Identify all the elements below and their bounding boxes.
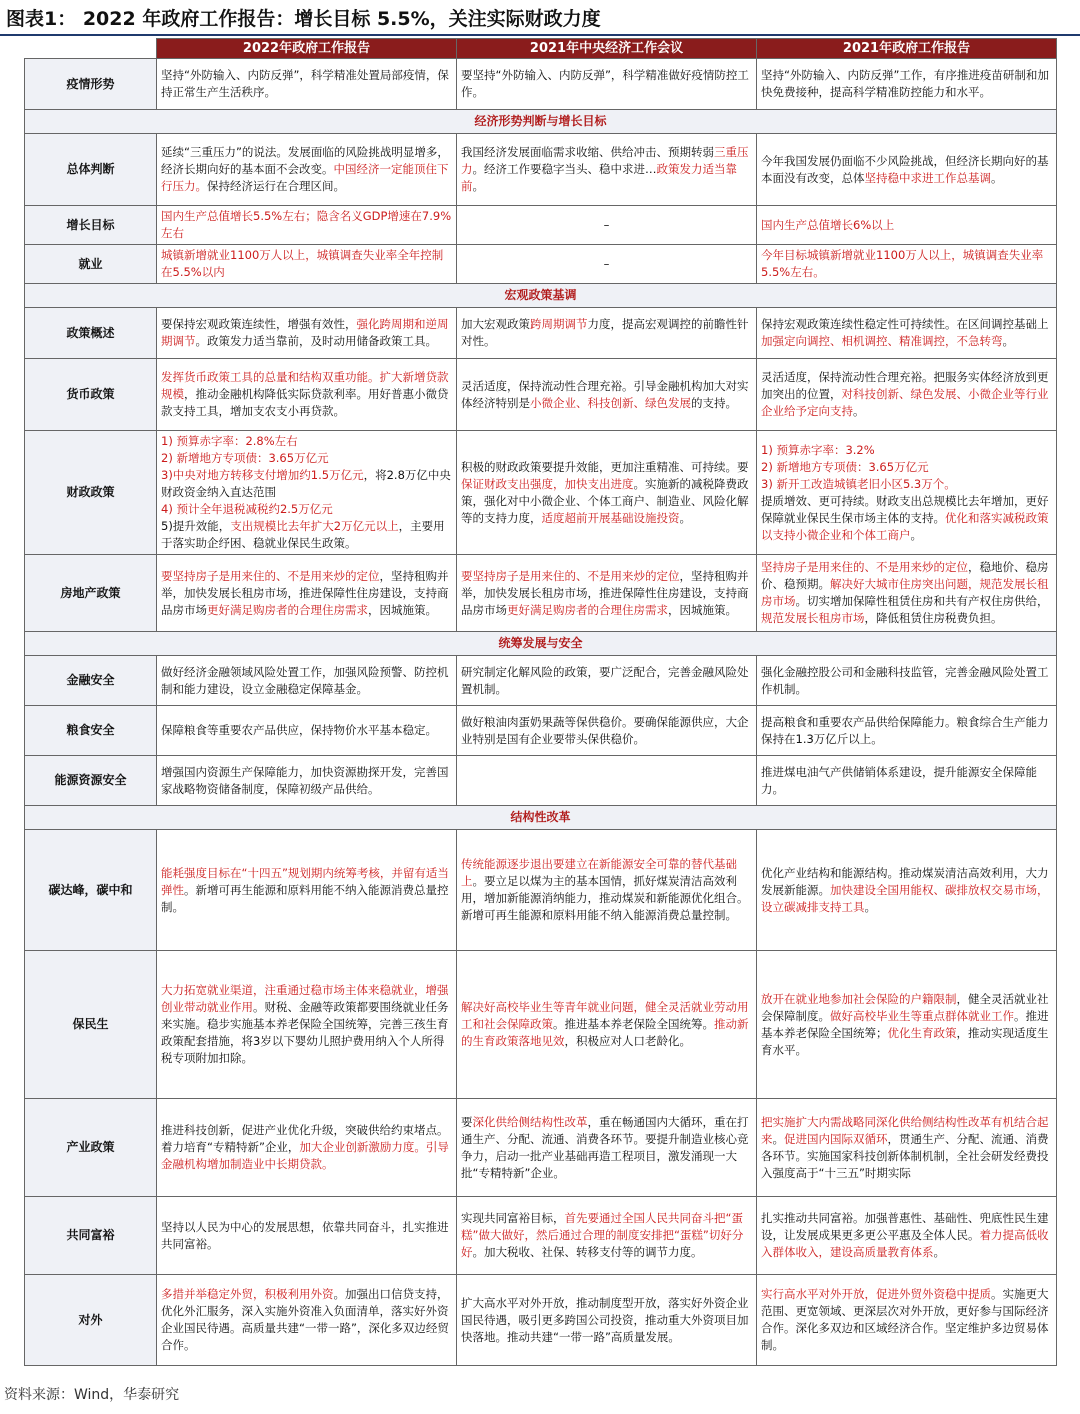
figure-title-bar (0, 0, 1080, 36)
highlighted-text: 更好满足购房者的合理住房需求 (507, 602, 668, 617)
table-cell (157, 308, 457, 359)
cell-text: ，贯通生产、分配、流通、消费各环节。实施国家科技创新体制机制，全社会研发经费投入强度高于“十三五”时期实际 (761, 1131, 1049, 1180)
cell-text: 我国经济发展面临需求收缩、供给冲击、预期转弱 (461, 145, 714, 159)
cell-text: 坚持“外防输入、内防反弹”工作，有序推进疫苗研制和加快免费接种，提高科学精准防控能力和水平。 (761, 68, 1049, 99)
table-row (25, 706, 1057, 756)
table-row (25, 756, 1057, 806)
cell-text: 做好粮油肉蛋奶果蔬等保供稳价。要确保能源供应，大企业特别是国有企业要带头保供稳价。 (461, 714, 749, 746)
cell-text: 扎实推动共同富裕。加强普惠性、基础性、兜底性民生建设，让发展成果更多更公平惠及全体人民。 (761, 1211, 1049, 1242)
table-cell (757, 830, 1057, 951)
row-label: 增长目标 (25, 206, 157, 245)
highlighted-text: 城镇新增就业1100万人以上，城镇调查失业率全年控制在5.5%以内 (161, 248, 444, 279)
cell-text: 。财税、金融等政策都要围绕就业任务来实施。稳步实施基本养老保险全国统筹，完善三孩生育政策配套措施，将3岁以下婴幼儿照护费用纳入个人所得税专项附加扣除。 (161, 1000, 449, 1065)
table-cell (757, 134, 1057, 206)
highlighted-text: 适度超前开展基础设施投资 (541, 510, 680, 525)
highlighted-text: 今年目标城镇新增就业1100万人以上，城镇调查失业率5.5%左右。 (761, 248, 1044, 279)
table-row (25, 830, 1057, 951)
table-cell (457, 134, 757, 206)
header-2022-report: 2022年政府工作报告 (157, 39, 457, 59)
highlighted-text: 把实施扩大内需战略同深化供给侧结构性改革有机结合起来 (761, 1114, 1049, 1146)
cell-text: 研究制定化解风险的政策，要广泛配合，完善金融风险处置机制。 (461, 664, 749, 696)
table-cell (457, 756, 757, 806)
highlighted-text: 传统能源逐步退出要建立在新能源安全可靠的替代基础上 (461, 857, 737, 888)
highlighted-text: 中国经济一定能顶住下行压力。 (161, 162, 449, 193)
cell-text: 。 (679, 510, 691, 525)
highlighted-text: 1) 预算赤字率：3.2% (761, 442, 875, 457)
cell-text: 。 (991, 170, 1003, 185)
section-heading: 经济形势判断与增长目标 (25, 110, 1057, 134)
cell-text: 加大宏观政策 (461, 317, 530, 331)
cell-text: 。切实增加保障性租赁住房和共有产权住房供给， (795, 594, 1049, 608)
highlighted-text: 跨周期调节 (530, 317, 588, 331)
cell-text: 灵活适度，保持流动性合理充裕。引导金融机构加大对实体经济特别是 (461, 378, 749, 410)
table-row (25, 1197, 1057, 1275)
cell-text: 力度，提高宏观调控的前瞻性针对性。 (461, 317, 749, 348)
row-label: 粮食安全 (25, 706, 157, 756)
table-cell (757, 308, 1057, 359)
table-cell (457, 59, 757, 110)
highlighted-text: 2) 新增地方专项债：3.65万亿元 (161, 451, 329, 465)
row-label: 金融安全 (25, 656, 157, 706)
cell-text: 。要立足以煤为主的基本国情，抓好煤炭清洁高效利用，增加新能源消纳能力，推动煤炭和新能源优化组合。新增可再生能源和原料用能不纳入能源消费总量控制。 (461, 874, 749, 922)
highlighted-text: 做好高校毕业生等重点群体就业工作 (830, 1008, 1014, 1023)
table-cell (157, 951, 457, 1099)
row-label: 疫情形势 (25, 59, 157, 110)
table-cell (757, 555, 1057, 632)
cell-text: 坚持“外防输入、内防反弹”，科学精准处置局部疫情，保持正常生产生活秩序。 (161, 68, 449, 99)
cell-text: 。加大税收、社保、转移支付等的调节力度。 (472, 1245, 703, 1259)
highlighted-text: 三重压力 (461, 145, 749, 176)
cell-text: ，因城施策。 (368, 602, 437, 617)
cell-text: 。 (853, 404, 865, 418)
cell-text: ，主要用于落实助企纾困、稳就业保民生政策。 (161, 519, 445, 550)
table-cell (757, 706, 1057, 756)
highlighted-text: 1) 预算赤字率：2.8%左右 (161, 434, 298, 448)
cell-text: 实现共同富裕目标， (461, 1211, 565, 1225)
highlighted-text: 实行高水平对外开放，促进外贸外资稳中提质 (761, 1287, 991, 1301)
cell-text: 做好经济金融领域风险处置工作，加强风险预警、防控机制和能力建设，设立金融稳定保障基金。 (161, 664, 449, 696)
highlighted-text: 规范发展长租房市场 (761, 611, 865, 625)
table-row (25, 951, 1057, 1099)
section-row (25, 284, 1057, 308)
cell-text: 提高粮食和重要农产品供给保障能力。粮食综合生产能力保持在1.3万亿斤以上。 (761, 714, 1049, 746)
cell-text: ，坚持租购并举，加快发展长租房市场，推进保障性住房建设，支持商品房市场 (461, 568, 749, 617)
table-cell (457, 706, 757, 756)
highlighted-text: 发挥货币政策工具的总量和结构双重功能。扩大新增贷款规模 (161, 370, 449, 401)
source-note: 资料来源：Wind，华泰研究 (4, 1387, 180, 1403)
table-row (25, 308, 1057, 359)
table-cell (457, 206, 757, 245)
cell-text: 保障粮食等重要农产品供应，保持物价水平基本稳定。 (161, 723, 437, 737)
highlighted-text: 3) 新开工改造城镇老旧小区5.3万个。 (761, 476, 956, 491)
cell-text: 。实施新的减税降费政策，强化对中小微企业、个体工商户、制造业、风险化解等的支持力度， (461, 476, 749, 525)
row-label: 财政政策 (25, 431, 157, 555)
table-cell (757, 656, 1057, 706)
highlighted-text: 政策发力适当靠前 (461, 162, 737, 193)
cell-text: 的支持。 (691, 395, 737, 410)
highlighted-text: 首先要通过全国人民共同奋斗把“蛋糕”做大做好，然后通过合理的制度安排把“蛋糕”切好分好 (461, 1211, 744, 1259)
highlighted-text: 要坚持房子是用来住的、不是用来炒的定位 (161, 568, 380, 583)
section-row (25, 110, 1057, 134)
highlighted-text: 国内生产总值增长5.5%左右；隐含名义GDP增速在7.9%左右 (161, 209, 452, 240)
section-row (25, 632, 1057, 656)
cell-text: 。实施更大范围、更宽领域、更深层次对外开放，更好参与国际经济合作。深化多双边和区域经济合作。坚定维护多边贸易体制。 (761, 1287, 1049, 1352)
table-row (25, 359, 1057, 431)
table-cell (757, 756, 1057, 806)
cell-text: ，坚持租购并举，加快发展长租房市场，推进保障性住房建设，支持商品房市场 (161, 568, 449, 617)
cell-text: 扩大高水平对外开放，推动制度型开放，落实好外资企业国民待遇，吸引更多跨国公司投资，推动重大外资项目加快落地。推动共建“一带一路”高质量发展。 (461, 1295, 749, 1344)
row-label: 货币政策 (25, 359, 157, 431)
table-cell (757, 1099, 1057, 1197)
highlighted-text: 多措并举稳定外贸，积极利用外资 (161, 1287, 334, 1301)
highlighted-text: 坚持房子是用来住的、不是用来炒的定位 (761, 560, 968, 574)
cell-text: 5)提升效能， (161, 519, 231, 533)
highlighted-text: 能耗强度目标在“十四五”规划期内统筹考核，并留有适当弹性 (161, 865, 449, 897)
cell-text: 。新增可再生能源和原料用能不纳入能源消费总量控制。 (161, 882, 449, 914)
cell-text: 要坚持“外防输入、内防反弹”，科学精准做好疫情防控工作。 (461, 68, 749, 99)
table-cell (457, 308, 757, 359)
highlighted-text: 着力提高低收入群体收入，建设高质量教育体系 (761, 1228, 1049, 1259)
cell-text: 今年我国发展仍面临不少风险挑战，但经济长期向好的基本面没有改变，总体 (761, 153, 1049, 185)
table-cell (157, 555, 457, 632)
table-cell (457, 1099, 757, 1197)
highlighted-text: 优化和落实减税政策以支持小微企业和个体工商户 (761, 510, 1049, 542)
table-cell (457, 830, 757, 951)
table-cell (757, 206, 1057, 245)
cell-text: 。 (472, 179, 484, 193)
highlighted-text: 国内生产总值增长6%以上 (761, 217, 895, 232)
table-cell (157, 830, 457, 951)
cell-text: 要保持宏观政策连续性，增强有效性， (161, 317, 357, 331)
policy-comparison-table (24, 38, 1057, 1366)
table-cell (757, 245, 1057, 284)
cell-text: ，稳地价、稳房价、稳预期。 (761, 560, 1049, 591)
table-row (25, 59, 1057, 110)
highlighted-text: 促进国内国际双循环 (784, 1131, 888, 1146)
cell-text: 。 (910, 527, 922, 542)
cell-text: 保持宏观政策连续性稳定性可持续性。在区间调控基础上 (761, 317, 1049, 331)
row-label: 总体判断 (25, 134, 157, 206)
highlighted-text: 2) 新增地方专项债：3.65万亿元 (761, 459, 929, 474)
row-label: 共同富裕 (25, 1197, 157, 1275)
table-row (25, 1099, 1057, 1197)
cell-text: ，健全灵活就业社会保障制度。 (761, 991, 1049, 1023)
table-cell (457, 656, 757, 706)
cell-text: 延续“三重压力”的说法。发展面临的风险挑战明显增多，经济长期向好的基本面不会改变。 (161, 145, 449, 176)
table-body (25, 59, 1057, 1366)
cell-text: ，降低租赁住房税费负担。 (864, 611, 1003, 625)
figure-title: 图表1： 2022 年政府工作报告：增长目标 5.5%，关注实际财政力度 (6, 8, 601, 30)
table-cell (457, 951, 757, 1099)
table-cell (457, 1197, 757, 1275)
cell-text: 。 (772, 1131, 784, 1146)
highlighted-text: 强化跨周期和逆周期调节 (161, 317, 449, 348)
table-cell (457, 1275, 757, 1366)
row-label: 产业政策 (25, 1099, 157, 1197)
highlighted-text: 解决好高校毕业生等青年就业问题，健全灵活就业劳动用工和社会保障政策 (461, 1000, 749, 1031)
cell-text: 保持经济运行在合理区间。 (207, 179, 345, 193)
table-cell (757, 359, 1057, 431)
cell-text: 推进科技创新，促进产业优化升级，突破供给约束堵点。着力培育“专精特新”企业， (161, 1123, 449, 1154)
table-row (25, 431, 1057, 555)
highlighted-text: 深化供给侧结构性改革 (472, 1114, 588, 1129)
highlighted-text: 小微企业、科技创新、绿色发展 (530, 395, 691, 410)
table-cell (457, 555, 757, 632)
cell-text: 要 (461, 1114, 473, 1129)
cell-text: 。经济工作要稳字当头、稳中求进… (472, 162, 657, 176)
cell-text: 坚持以人民为中心的发展思想，依靠共同奋斗，扎实推进共同富裕。 (161, 1219, 449, 1251)
table-cell (157, 134, 457, 206)
highlighted-text: 解决好大城市住房突出问题，规范发展长租房市场 (761, 577, 1049, 608)
table-row (25, 1275, 1057, 1366)
header-2021-report: 2021年政府工作报告 (757, 39, 1057, 59)
table-cell (157, 656, 457, 706)
table-cell (157, 245, 457, 284)
table-cell (757, 431, 1057, 555)
section-heading: 结构性改革 (25, 806, 1057, 830)
highlighted-text: 优化生育政策 (887, 1025, 957, 1040)
table-cell (157, 1099, 457, 1197)
cell-text: 。 (933, 1245, 945, 1259)
cell-text: ，将2.8万亿中央财政资金纳入直达范围 (161, 468, 451, 499)
table-row (25, 555, 1057, 632)
cell-text: 优化产业结构和能源结构。推动煤炭清洁高效利用，大力发展新能源。 (761, 865, 1049, 897)
cell-text: ，重在畅通国内大循环，重在打通生产、分配、流通、消费各环节。要提升制造业核心竞争力，启动一批产业基础再造工程项目，激发涌现一大批“专精特新”企业。 (461, 1114, 749, 1180)
table-cell (757, 951, 1057, 1099)
highlighted-text: 加快建设全国用能权、碳排放权交易市场，设立碳减排支持工具 (761, 882, 1049, 914)
highlighted-text: 支出规模比去年扩大2万亿元以上 (230, 519, 399, 533)
row-label: 碳达峰，碳中和 (25, 830, 157, 951)
cell-text: 。政策发力适当靠前，及时动用储备政策工具。 (195, 334, 437, 348)
table-cell (157, 706, 457, 756)
cell-text: 强化金融控股公司和金融科技监管，完善金融风险处置工作机制。 (761, 664, 1049, 696)
row-label: 保民生 (25, 951, 157, 1099)
cell-text: ，推动实现适度生育水平。 (761, 1025, 1049, 1057)
highlighted-text: 加强定向调控、相机调控、精准调控，不急转弯 (761, 334, 1003, 348)
table-row (25, 245, 1057, 284)
row-label: 就业 (25, 245, 157, 284)
table-cell (757, 1275, 1057, 1366)
cell-text: 。加强出口信贷支持，优化外汇服务，深入实施外资准入负面清单，落实好外资企业国民待遇。高质量共建“一带一路”，深化多双边经贸合作。 (161, 1287, 449, 1352)
cell-text: ，因城施策。 (668, 602, 737, 617)
highlighted-text: 更好满足购房者的合理住房需求 (207, 602, 368, 617)
table-cell (157, 206, 457, 245)
table-row (25, 134, 1057, 206)
cell-text: 。 (1002, 334, 1014, 348)
cell-text: – (603, 256, 610, 271)
highlighted-text: 大力拓宽就业渠道，注重通过稳市场主体来稳就业，增强创业带动就业作用 (161, 983, 449, 1014)
table-header-row (25, 39, 1057, 59)
highlighted-text: 4) 预计全年退税减税约2.5万亿元 (161, 502, 333, 516)
table-cell (457, 359, 757, 431)
table-cell (157, 359, 457, 431)
cell-text: 增强国内资源生产保障能力，加快资源勘探开发，完善国家战略物资储备制度，保障初级产品供给。 (161, 764, 449, 796)
cell-text: 积极的财政政策要提升效能，更加注重精准、可持续。要 (461, 459, 749, 474)
cell-text: 推进煤电油气产供储销体系建设，提升能源安全保障能力。 (761, 764, 1037, 796)
row-label: 对外 (25, 1275, 157, 1366)
cell-text: 。 (864, 899, 876, 914)
table-cell (157, 431, 457, 555)
highlighted-text: 要坚持房子是用来住的、不是用来炒的定位 (461, 568, 680, 583)
table-row (25, 656, 1057, 706)
table-cell (757, 1197, 1057, 1275)
cell-text: 提质增效、更可持续。财政支出总规模比去年增加，更好保障就业保民生保市场主体的支持。 (761, 493, 1049, 525)
highlighted-text: 放开在就业地参加社会保险的户籍限制 (761, 991, 957, 1006)
cell-text: 。推进基本养老保险全国统筹。 (553, 1017, 714, 1031)
row-label: 房地产政策 (25, 555, 157, 632)
cell-text: 灵活适度，保持流动性合理充裕。把服务实体经济放到更加突出的位置， (761, 370, 1049, 401)
table-cell (157, 59, 457, 110)
table-row (25, 206, 1057, 245)
cell-text: – (603, 217, 610, 232)
highlighted-text: 对科技创新、绿色发展、小微企业等行业企业给予定向支持 (761, 387, 1049, 418)
table-cell (457, 245, 757, 284)
highlighted-text: 加大企业创新激励力度。引导金融机构增加制造业中长期贷款。 (161, 1140, 449, 1171)
highlighted-text: 推动新的生育政策落地见效 (461, 1017, 749, 1048)
highlighted-text: 3)中央对地方转移支付增加约1.5万亿元 (161, 468, 364, 482)
row-label: 政策概述 (25, 308, 157, 359)
section-heading: 统筹发展与安全 (25, 632, 1057, 656)
section-row (25, 806, 1057, 830)
header-blank-cell (25, 39, 157, 59)
highlighted-text: 保证财政支出强度，加快支出进度 (461, 476, 634, 491)
cell-text: ，推动金融机构降低实际贷款利率。用好普惠小微贷款支持工具，增加支农支小再贷款。 (161, 387, 449, 418)
header-2021-conference: 2021年中央经济工作会议 (457, 39, 757, 59)
table-cell (157, 756, 457, 806)
cell-text: 。推进基本养老保险全国统筹； (761, 1008, 1049, 1040)
table-cell (457, 431, 757, 555)
row-label: 能源资源安全 (25, 756, 157, 806)
section-heading: 宏观政策基调 (25, 284, 1057, 308)
table-cell (157, 1275, 457, 1366)
table-cell (157, 1197, 457, 1275)
cell-text: ，积极应对人口老龄化。 (564, 1034, 691, 1048)
table-cell (757, 59, 1057, 110)
highlighted-text: 坚持稳中求进工作总基调 (864, 170, 991, 185)
